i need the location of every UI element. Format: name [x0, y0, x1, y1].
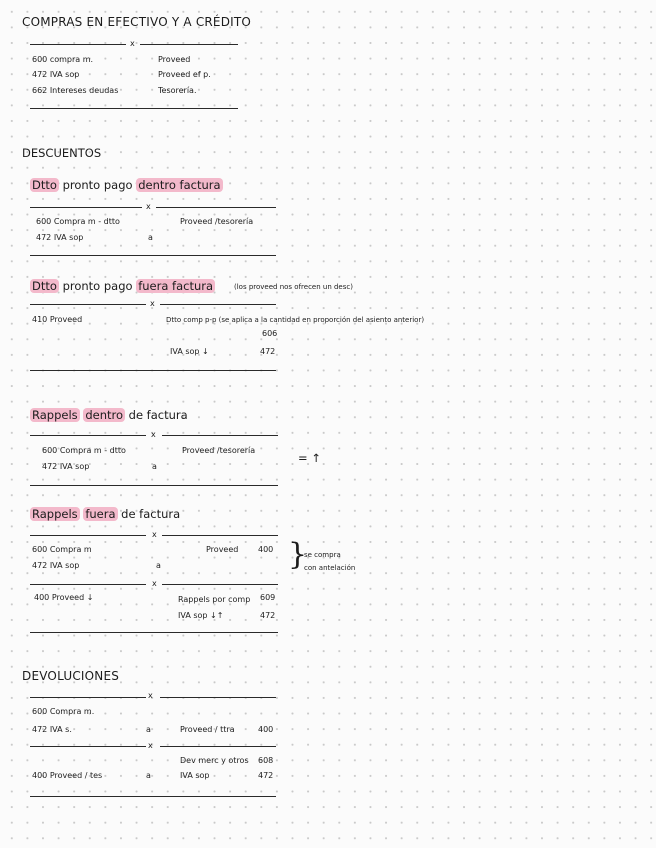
entry-left: 472 IVA sop: [32, 561, 80, 570]
subheading-rappels-fuera: [30, 509, 180, 521]
x-mark: x: [151, 430, 156, 439]
entry-left: 600 Compra m.: [32, 707, 95, 716]
note: (los proveed nos ofrecen un desc): [234, 283, 353, 291]
divider: [30, 108, 238, 109]
entry-left: 400 Proveed ↓: [34, 593, 94, 602]
entry-left: 600 Compra m - dtto: [42, 446, 126, 455]
subheading-rappels-dentro: [30, 410, 188, 422]
divider: [30, 746, 146, 747]
x-mark: x: [130, 39, 135, 48]
divider: [30, 535, 146, 536]
divider: [30, 370, 276, 371]
highlight: Rappels: [32, 507, 78, 521]
divider: [156, 207, 276, 208]
entry-left: 472 IVA sop: [42, 462, 90, 471]
divider: [30, 44, 126, 45]
side-note: = ↑: [298, 451, 321, 465]
brace-note: con antelación: [304, 564, 356, 572]
entry-num: 472: [260, 611, 276, 620]
entry-a: a: [156, 561, 161, 570]
divider: [30, 796, 276, 797]
x-mark: x: [152, 579, 157, 588]
entry-left: 400 Proveed / tes: [32, 771, 103, 780]
entry-left: 410 Proveed: [32, 315, 83, 324]
entry-right: Proveed: [206, 545, 239, 554]
entry-right: IVA sop: [180, 771, 210, 780]
highlight: dentro factura: [138, 178, 221, 192]
entry-right: Proveed: [158, 55, 191, 64]
entry-num: 400: [258, 725, 274, 734]
divider: [162, 535, 278, 536]
divider: [162, 584, 278, 585]
entry-left: 472 IVA sop: [32, 70, 80, 79]
entry-left: 662 Intereses deudas: [32, 86, 119, 95]
heading-text: pronto pago: [62, 178, 133, 192]
entry-num: 472: [258, 771, 274, 780]
divider: [140, 44, 238, 45]
entry-right: Proveed / ttra: [180, 725, 235, 734]
entry-a: a: [148, 233, 153, 242]
divider: [160, 697, 276, 698]
entry-right: Tesorería.: [158, 86, 197, 95]
divider: [30, 485, 278, 486]
section-title-descuentos: DESCUENTOS: [22, 146, 102, 160]
highlight: Rappels: [32, 408, 78, 422]
entry-right: IVA sop ↓↑: [178, 611, 224, 620]
heading-text: pronto pago: [62, 279, 133, 293]
entry-right: Proveed /tesorería: [182, 446, 256, 455]
heading-text: de factura: [121, 507, 181, 521]
highlight: fuera: [85, 507, 116, 521]
entry-right: IVA sop ↓: [170, 347, 209, 356]
subheading-dtto-fuera: [30, 281, 215, 293]
entry-left: 600 Compra m: [32, 545, 92, 554]
entry-num: 608: [258, 756, 274, 765]
x-mark: x: [148, 741, 153, 750]
divider: [30, 207, 142, 208]
divider: [160, 304, 276, 305]
highlight: Dtto: [32, 279, 57, 293]
section-title-compras: COMPRAS EN EFECTIVO Y A CRÉDITO: [22, 15, 252, 29]
x-mark: x: [148, 691, 153, 700]
highlight: Dtto: [32, 178, 57, 192]
subheading-dtto-dentro: [30, 180, 223, 192]
divider: [160, 746, 276, 747]
brace: }: [288, 537, 308, 572]
x-mark: x: [146, 202, 151, 211]
entry-right: Proveed /tesorería: [180, 217, 254, 226]
entry-left: 600 compra m.: [32, 55, 94, 64]
entry-left: 600 Compra m - dtto: [36, 217, 120, 226]
divider: [162, 435, 278, 436]
entry-right: Dtto comp p-p (se aplica a la cantidad en proporción del asiento anterior): [166, 316, 425, 324]
entry-a: a: [152, 462, 157, 471]
x-mark: x: [152, 530, 157, 539]
entry-a: a: [146, 725, 151, 734]
divider: [30, 697, 146, 698]
divider: [30, 255, 276, 256]
section-title-devoluciones: DEVOLUCIONES: [22, 669, 120, 683]
entry-num: 609: [260, 593, 276, 602]
heading-text: de factura: [128, 408, 188, 422]
entry-num: 606: [262, 329, 278, 338]
entry-num: 400: [258, 545, 274, 554]
divider: [30, 632, 278, 633]
highlight: dentro: [85, 408, 123, 422]
entry-a: a: [146, 771, 151, 780]
entry-right: Rappels por comp: [178, 595, 251, 604]
x-mark: x: [150, 299, 155, 308]
divider: [30, 435, 146, 436]
entry-right: Dev merc y otros: [180, 756, 249, 765]
highlight: fuera factura: [138, 279, 214, 293]
entry-left: 472 IVA sop: [36, 233, 84, 242]
entry-right: Proveed ef p.: [158, 70, 211, 79]
entry-left: 472 IVA s.: [32, 725, 72, 734]
brace-note: se compra: [304, 551, 341, 559]
divider: [30, 584, 146, 585]
divider: [30, 304, 146, 305]
entry-num: 472: [260, 347, 276, 356]
